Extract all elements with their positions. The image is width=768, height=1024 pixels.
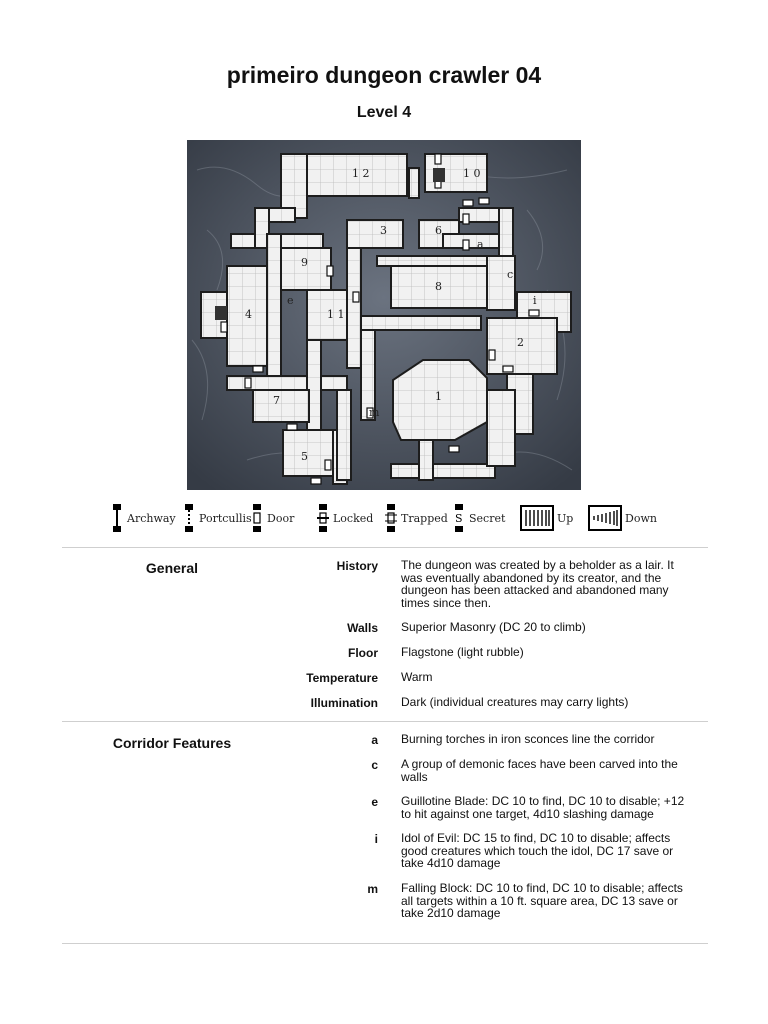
general-row-text: Dark (individual creatures may carry lights) bbox=[401, 695, 629, 709]
general-row-label: Floor bbox=[348, 646, 378, 660]
archway-icon bbox=[110, 504, 124, 532]
legend-label: Locked bbox=[333, 511, 374, 525]
corridor-label-i: i bbox=[533, 294, 537, 307]
corridor-row-text: Falling Block: DC 10 to find, DC 10 to disable; affects all targets within a 10 ft. square area, DC 13 save or take 2d10 damage bbox=[401, 881, 683, 920]
room-label-12: 1 2 bbox=[352, 167, 370, 180]
legend-item-archway bbox=[110, 503, 176, 533]
general-row-label: Walls bbox=[347, 621, 378, 635]
room-label-8: 8 bbox=[435, 280, 442, 293]
general-row-label: Illumination bbox=[310, 696, 378, 710]
room-label-10: 1 0 bbox=[463, 167, 481, 180]
corridor-row-label: e bbox=[371, 795, 378, 809]
room-label-4: 4 bbox=[245, 308, 252, 321]
legend-label: Down bbox=[625, 511, 657, 525]
room-label-5: 5 bbox=[301, 450, 308, 463]
legend-label: Secret bbox=[469, 511, 506, 525]
legend-item-portcullis bbox=[182, 503, 252, 533]
section-heading-corridor-features: Corridor Features bbox=[112, 735, 232, 751]
room-label-7: 7 bbox=[273, 394, 280, 407]
general-row-text: Superior Masonry (DC 20 to climb) bbox=[401, 620, 586, 634]
corridor-row-text: Burning torches in iron sconces line the corridor bbox=[401, 732, 655, 746]
stairs-down-icon bbox=[588, 505, 622, 531]
corridor-label-m: m bbox=[369, 406, 380, 419]
corridor-row-label: a bbox=[371, 733, 378, 747]
legend-item-down bbox=[588, 503, 657, 533]
stairs-up-icon bbox=[520, 505, 554, 531]
room-label-2: 2 bbox=[517, 336, 524, 349]
general-row-label: Temperature bbox=[306, 671, 378, 685]
legend-label: Up bbox=[557, 511, 574, 525]
section-divider bbox=[62, 943, 708, 944]
door-icon bbox=[250, 504, 264, 532]
legend-item-trapped bbox=[384, 503, 448, 533]
general-row-text: Flagstone (light rubble) bbox=[401, 645, 524, 659]
corridor-row-text: Guillotine Blade: DC 10 to find, DC 10 to disable; +12 to hit against one target, 4d10 slashing damage bbox=[401, 794, 685, 821]
stairs-marker bbox=[215, 306, 227, 320]
portcullis-icon bbox=[182, 504, 196, 532]
corridor-row-text: A group of demonic faces have been carved into the walls bbox=[401, 757, 678, 784]
dungeon-map-drawing bbox=[187, 140, 581, 490]
corridor-row-label: c bbox=[371, 758, 378, 772]
section-divider bbox=[62, 547, 708, 548]
legend-label: Archway bbox=[127, 511, 176, 525]
section-divider bbox=[62, 721, 708, 722]
corridor-label-a: a bbox=[477, 238, 484, 251]
corridor-label-c: c bbox=[507, 268, 514, 281]
stairs-marker bbox=[433, 168, 445, 182]
locked-door-icon bbox=[316, 504, 330, 532]
legend-item-door bbox=[250, 503, 294, 533]
corridor-row-text: Idol of Evil: DC 15 to find, DC 10 to disable; affects good creatures which touch the idol, DC 17 save or take 4d10 damage bbox=[401, 831, 674, 870]
room-label-11: 1 1 bbox=[327, 308, 345, 321]
corridor-label-e: e bbox=[287, 294, 294, 307]
map-legend bbox=[110, 503, 670, 533]
legend-label: Door bbox=[267, 511, 295, 525]
legend-item-up bbox=[520, 503, 573, 533]
legend-item-secret bbox=[452, 503, 505, 533]
legend-item-locked bbox=[316, 503, 373, 533]
room-label-6: 6 bbox=[435, 224, 442, 237]
corridor-row-label: m bbox=[367, 882, 378, 896]
legend-label: Trapped bbox=[401, 511, 448, 525]
trapped-door-icon bbox=[384, 504, 398, 532]
secret-door-icon bbox=[452, 504, 466, 532]
general-row-text: Warm bbox=[401, 670, 433, 684]
dungeon-map bbox=[187, 140, 581, 490]
page-title: primeiro dungeon crawler 04 bbox=[226, 62, 542, 88]
level-subtitle: Level 4 bbox=[356, 104, 412, 121]
svg-text:S: S bbox=[455, 512, 463, 525]
room-label-9: 9 bbox=[301, 256, 308, 269]
room-label-1: 1 bbox=[435, 390, 442, 403]
corridor-row-label: i bbox=[374, 832, 378, 846]
room-label-3: 3 bbox=[380, 224, 387, 237]
general-row-label: History bbox=[336, 559, 378, 573]
legend-label: Portcullis bbox=[199, 511, 252, 525]
general-row-text: The dungeon was created by a beholder as a lair. It was eventually abandoned by its creator, and the dungeon has been attacked and abandoned many times since then. bbox=[401, 558, 674, 610]
section-heading-general: General bbox=[145, 560, 199, 576]
